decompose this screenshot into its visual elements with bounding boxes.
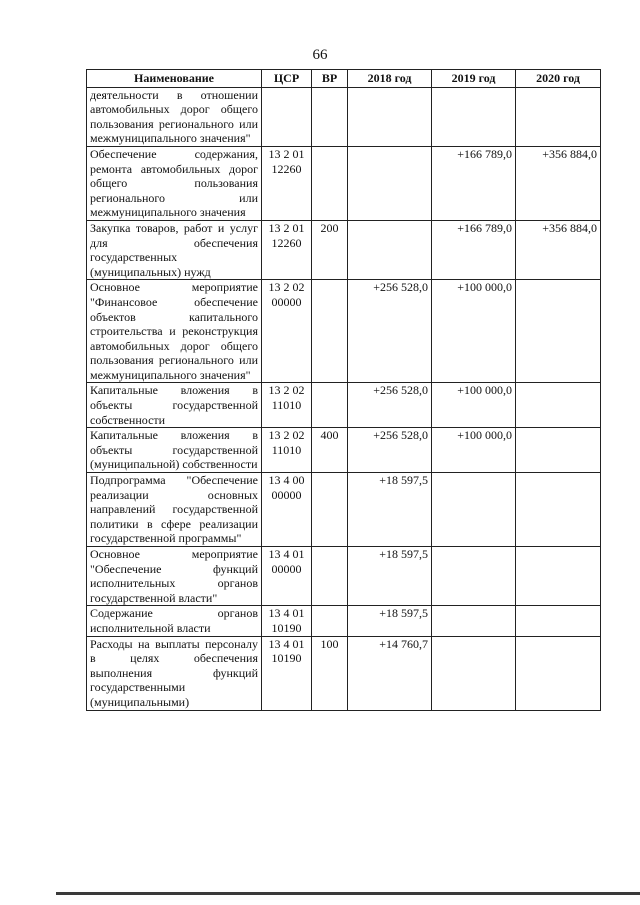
cell-name: Закупка товаров, работ и услуг для обеспечения государственных (муниципальных) нужд [87,220,262,279]
cell-2019: +100 000,0 [432,428,516,473]
budget-table [86,69,601,711]
cell-2018: +256 528,0 [348,280,432,383]
cell-name: Основное мероприятие "Обеспечение функций исполнительных органов государственной власти" [87,547,262,606]
cell-2020 [516,383,601,428]
cell-csr [262,87,312,146]
cell-vr [312,547,348,606]
cell-2018: +18 597,5 [348,473,432,547]
cell-2018: +14 760,7 [348,636,432,710]
cell-csr: 13 4 01 00000 [262,547,312,606]
table-header-row [87,70,601,88]
cell-vr [312,606,348,636]
cell-csr: 13 4 01 10190 [262,606,312,636]
cell-2019: +166 789,0 [432,220,516,279]
cell-csr: 13 2 02 00000 [262,280,312,383]
cell-2019 [432,87,516,146]
table-row [87,636,601,710]
table-row [87,547,601,606]
table-row [87,280,601,383]
cell-2020 [516,473,601,547]
table-body [87,87,601,710]
cell-name: Основное мероприятие "Финансовое обеспечение объектов капитального строительства и реконструкция автомобильных дорог общего пользования регионального или межмуниципального значения" [87,280,262,383]
cell-csr: 13 2 02 11010 [262,383,312,428]
cell-name: Капитальные вложения в объекты государственной (муниципальной) собственности [87,428,262,473]
cell-name: Капитальные вложения в объекты государственной собственности [87,383,262,428]
table-row [87,428,601,473]
cell-vr: 100 [312,636,348,710]
table-row [87,87,601,146]
table-row [87,473,601,547]
table-row [87,606,601,636]
header-name: Наименование [87,70,262,88]
cell-vr [312,280,348,383]
page-number: 66 [312,47,328,63]
table-row [87,146,601,220]
cell-name: Содержание органов исполнительной власти [87,606,262,636]
cell-2018 [348,220,432,279]
cell-name: Подпрограмма "Обеспечение реализации основных направлений государственной политики в сфере реализации государственной программы" [87,473,262,547]
header-2019: 2019 год [432,70,516,88]
cell-vr [312,473,348,547]
cell-csr: 13 2 02 11010 [262,428,312,473]
header-2018: 2018 год [348,70,432,88]
cell-2020 [516,636,601,710]
cell-2018: +18 597,5 [348,547,432,606]
cell-2019: +100 000,0 [432,383,516,428]
header-csr: ЦСР [262,70,312,88]
cell-2020 [516,428,601,473]
header-vr: ВР [312,70,348,88]
cell-2018: +18 597,5 [348,606,432,636]
cell-vr [312,146,348,220]
cell-2019 [432,473,516,547]
cell-2020: +356 884,0 [516,146,601,220]
table-row [87,220,601,279]
cell-name: деятельности в отношении автомобильных дорог общего пользования регионального или межмуниципального значения" [87,87,262,146]
cell-csr: 13 4 01 10190 [262,636,312,710]
cell-csr: 13 2 01 12260 [262,220,312,279]
cell-vr [312,87,348,146]
header-2020: 2020 год [516,70,601,88]
cell-2020 [516,87,601,146]
cell-2019: +166 789,0 [432,146,516,220]
cell-vr [312,383,348,428]
cell-vr: 400 [312,428,348,473]
cell-2019 [432,547,516,606]
cell-csr: 13 2 01 12260 [262,146,312,220]
cell-vr: 200 [312,220,348,279]
cell-2019: +100 000,0 [432,280,516,383]
cell-2019 [432,636,516,710]
cell-csr: 13 4 00 00000 [262,473,312,547]
cell-2018: +256 528,0 [348,383,432,428]
cell-name: Обеспечение содержания, ремонта автомобильных дорог общего пользования регионального или межмуниципального значения [87,146,262,220]
cell-2020 [516,547,601,606]
cell-2019 [432,606,516,636]
cell-2018 [348,146,432,220]
cell-2018 [348,87,432,146]
cell-2020 [516,280,601,383]
table-row [87,383,601,428]
cell-2018: +256 528,0 [348,428,432,473]
cell-2020 [516,606,601,636]
page-edge-line [56,892,640,895]
cell-name: Расходы на выплаты персоналу в целях обеспечения выполнения функций государственными (муниципальными) [87,636,262,710]
cell-2020: +356 884,0 [516,220,601,279]
